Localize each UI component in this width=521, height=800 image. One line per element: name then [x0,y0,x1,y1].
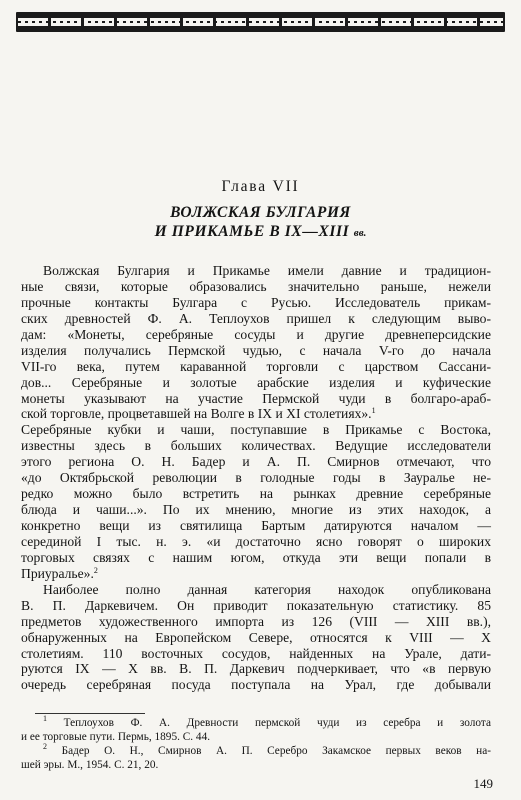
footnote-2-cont: шей эры. М., 1954. С. 21, 20. [21,759,159,771]
chapter-title-line1: ВОЛЖСКАЯ БУЛГАРИЯ [170,204,351,221]
text-line: ные связи, которые образовались значительно раньше, нежели [21,278,491,294]
text-line: конкретно вещи из святилища Бартым датируются началом — [21,518,491,533]
page-number: 149 [473,776,493,791]
footnotes [21,716,491,772]
text-line: ской торговле, процветавшей на Волге в IX и XI столетиях».$^1$ [21,406,376,422]
chapter-title [0,203,521,243]
footnote-1: $^1$ Теплоухов Ф. А. Древности пермской чуди из серебра и золота [43,714,491,729]
text-line: серединой I тыс. н. э. «и достаточно ясно говорят о широких [21,533,491,549]
text-line: редко можно было встретить на рынках древние серебряные [21,486,491,502]
text-line: блюда и чаши...». По их мнению, многие из этих находок, а [21,502,491,518]
text-line: В. П. Даркевичем. Он приводит показательную статистику. 85 [21,597,491,613]
text-line: ских древностей Ф. А. Теплоухов пришел к следующим выво- [21,310,491,326]
text-line: торговых связях с нашим югом, откуда эти вещи попали в [21,549,491,565]
text-line: Наиболее полно данная категория находок опубликована [43,581,491,597]
footnote-ref[interactable]: 1 [371,406,376,416]
text-line: дов... Серебряные и золотые арабские изделия и куфические [21,374,491,390]
text-line: прочные контакты Булгара с Русью. Исследователь прикам- [21,294,491,310]
text-line: монеты указывают на участие Пермской чуди в болгаро-араб- [21,390,491,406]
text-line: руются IX — X вв. В. П. Даркевич подчеркивает, что «в первую [21,661,491,677]
text-line: дам: «Монеты, серебряные сосуды и другие древнеперсидские [21,326,491,342]
footnote-2: $^2$ Бадер О. Н., Смирнов А. П. Серебро Закамское первых веков на- [43,742,492,757]
footnote-ref[interactable]: 2 [93,565,98,575]
body-text [21,263,491,693]
footnote-1-cont: и ее торговые пути. Пермь, 1895. С. 44. [21,731,211,743]
text-line: Приуралье».$^2$ [21,565,98,581]
chapter-title-line2: И ПРИКАМЬЕ В IX—XIII вв. [154,223,367,240]
text-line: столетиям. 110 восточных сосудов, найденных на Урале, дати- [21,645,491,661]
text-line: известны здесь в больших количествах. Ведущие исследователи [21,438,491,454]
text-line: этого региона О. Н. Бадер и А. П. Смирнов отмечают, что [21,454,491,470]
header-ornament [16,12,505,32]
chapter-label: Глава VII [221,178,300,195]
footnote-divider [35,713,145,714]
text-line: изделия получались Пермской чудью, с начала V-го до начала [21,342,491,358]
text-line: «до Октябрьской революции в голодные годы в Зауралье не- [21,470,491,486]
text-line: Волжская Булгария и Прикамье имели давние и традицион- [43,263,491,278]
text-line: очередь серебряная посуда поступала на Урал, где добывали [21,677,491,693]
text-line: предметов художественного импорта из 126 (VIII — XIII вв.), [21,613,491,629]
text-line: Серебряные кубки и чаши, поступавшие в Прикамье с Востока, [21,422,491,438]
text-line: обнаруженных на Европейском Севере, относятся к VIII — X [21,629,491,645]
text-line: VII-го века, путем караванной торговли с царством Сассани- [21,358,491,374]
